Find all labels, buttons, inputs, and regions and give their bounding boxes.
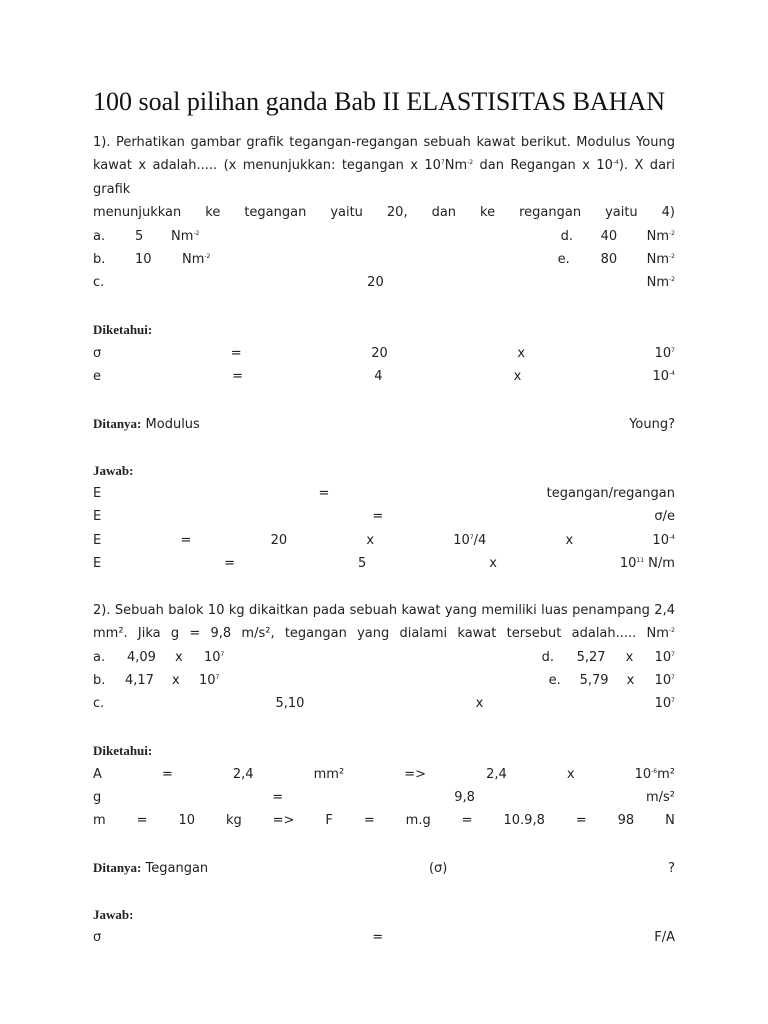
s2-g-row: g = 9,8 m/s² bbox=[93, 790, 675, 805]
s1-jawab: Jawab: bbox=[93, 462, 134, 478]
s2-m-row: m = 10 kg => F = m.g = 10.9,8 = 98 N bbox=[93, 813, 675, 829]
s1-jawab-line-2: E = σ/e bbox=[93, 509, 675, 525]
q2-options-b-e: b. 4,17 x $10^7$ e. 5,79 x $10^7$ bbox=[93, 673, 675, 689]
q2-line-1: 2). Sebuah balok 10 kg dikaitkan pada sebuah kawat yang memiliki luas penampang 2,4 bbox=[93, 602, 675, 618]
q1-options-b-e: b. 10 $Nm^{-2}$ e. 80 $Nm^{-2}$ bbox=[93, 252, 675, 267]
q1-line-1: 1). Perhatikan gambar grafik tegangan-regangan sebuah kawat berikut. Modulus Young bbox=[93, 135, 675, 150]
q2-options-a-d: a. 4,09 x $10^7$ d. 5,27 x $10^7$ bbox=[93, 649, 675, 665]
document-body bbox=[93, 131, 675, 950]
q1-line-3: menunjukkan ke tegangan yaitu 20, dan ke regangan yaitu 4) bbox=[93, 205, 675, 221]
s1-jawab-line-1: E = tegangan/regangan bbox=[93, 485, 675, 501]
s2-jawab-line-1: σ = F/A bbox=[93, 930, 675, 946]
q1-option-c: c. 20 $Nm^{-2}$ bbox=[93, 275, 675, 291]
q2-line-2: mm². Jika g = 9,8 m/s², tegangan yang dialami kawat tersebut adalah..... $Nm^{-2}$ bbox=[93, 626, 675, 642]
s2-jawab: Jawab: bbox=[93, 906, 134, 922]
s1-ditanya-row: Ditanya: Modulus Young? bbox=[93, 415, 675, 432]
s2-ditanya-row: Ditanya: Tegangan (σ) ? bbox=[93, 860, 675, 877]
q2-option-c: c. 5,10 x $10^7$ bbox=[93, 696, 675, 712]
q1-line-2: kawat x adalah..... (x menunjukkan: tegangan x $10^7Nm^{-2}$ dan Regangan x $10^{-4}$). X dari grafik bbox=[93, 158, 675, 197]
s1-jawab-line-3: E = 20 x $10^7/4$ x $10^{-4}$ bbox=[93, 532, 675, 548]
s2-a-row: A = 2,4 mm² => 2,4 x $10^{-6}m^2$ bbox=[93, 766, 675, 782]
s1-jawab-line-4: E = 5 x $10^{11}$ N/m bbox=[93, 556, 675, 572]
s1-sigma-row: σ = 20 x $10^7$ bbox=[93, 345, 675, 361]
q1-options-a-d: a. 5 $Nm^{-2}$ d. 40 $Nm^{-2}$ bbox=[93, 228, 675, 244]
s2-diketahui: Diketahui: bbox=[93, 743, 153, 759]
page-title: 100 soal pilihan ganda Bab II ELASTISITAS BAHAN bbox=[93, 87, 666, 116]
s1-e-row: e = 4 x $10^{-4}$ bbox=[93, 368, 675, 384]
s1-diketahui: Diketahui: bbox=[93, 322, 153, 338]
